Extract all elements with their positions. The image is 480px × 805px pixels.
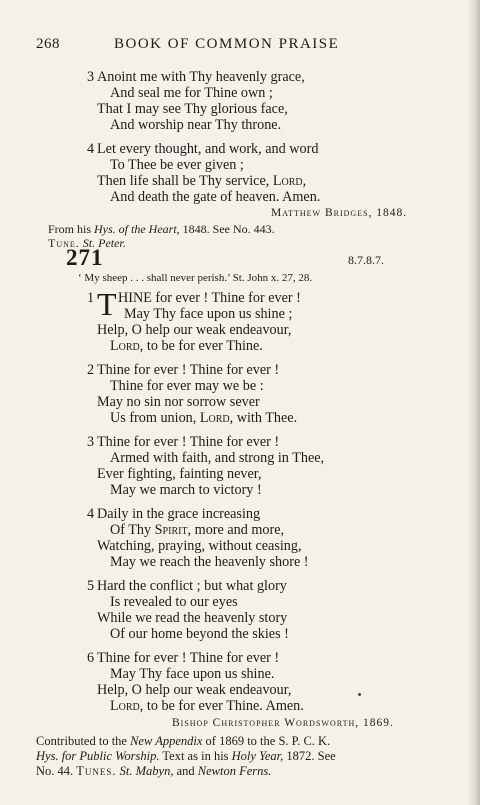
- running-title: BOOK OF COMMON PRAISE: [114, 36, 340, 52]
- verse-line: While we read the heavenly story: [97, 610, 288, 626]
- divine-name: Spirit,: [154, 522, 192, 538]
- verse-line: Ever fighting, fainting never,: [97, 466, 262, 482]
- note-text: 1872. See: [283, 749, 336, 763]
- tune-name: St. Peter.: [82, 236, 126, 250]
- author-attribution: Matthew Bridges, 1848.: [271, 207, 408, 219]
- verse-line: May we reach the heavenly shore !: [110, 554, 309, 570]
- tune-label: Tunes.: [76, 764, 117, 778]
- verse-number: 4: [87, 506, 95, 522]
- note-text: No. 44.: [36, 764, 77, 778]
- verse-line: To Thee be ever given ;: [110, 157, 244, 173]
- verse-line: Is revealed to our eyes: [110, 594, 238, 610]
- verse-line: Armed with faith, and strong in Thee,: [110, 450, 325, 466]
- source-title: Hys. for Public Worship.: [36, 749, 160, 763]
- verse-line: May Thy face upon us shine ;: [124, 306, 293, 322]
- tune-name: St. Mabyn,: [116, 764, 174, 778]
- drop-cap: T: [97, 286, 117, 322]
- note-text: Contributed to the: [36, 734, 131, 748]
- page-edge-shadow: [468, 0, 480, 805]
- divine-name: Lord,: [272, 173, 307, 189]
- verse-line: Of our home beyond the skies !: [110, 626, 289, 642]
- verse-number: 2: [87, 362, 95, 378]
- verse-text: more and more,: [191, 522, 285, 538]
- verse-line: And worship near Thy throne.: [110, 117, 282, 133]
- verse-line: [110, 338, 263, 354]
- verse-line: That I may see Thy glorious face,: [97, 101, 288, 117]
- verse-line: Let every thought, and work, and word: [97, 141, 319, 157]
- print-speck: [358, 693, 361, 696]
- verse-line: And death the gate of heaven. Amen.: [110, 189, 321, 205]
- tune-name: Newton Ferns.: [197, 764, 272, 778]
- note-text: and: [173, 764, 198, 778]
- note-text: From his: [48, 222, 95, 236]
- verse-line: Thine for ever ! Thine for ever !: [97, 650, 280, 666]
- divine-name: Lord,: [110, 338, 144, 354]
- verse-text: to be for ever Thine. Amen.: [143, 698, 304, 714]
- divine-name: Lord,: [199, 410, 234, 426]
- verse-text: Us from union,: [110, 410, 200, 426]
- source-title: Holy Year,: [231, 749, 284, 763]
- verse-text: Then life shall be Thy service,: [97, 173, 273, 189]
- verse-number: 3: [87, 434, 95, 450]
- divine-name: Lord,: [110, 698, 144, 714]
- note-text: of 1869 to the S. P. C. K.: [202, 734, 331, 748]
- source-note: [36, 734, 330, 749]
- verse-line: Daily in the grace increasing: [97, 506, 261, 522]
- verse-line: Thine for ever may we be :: [110, 378, 264, 394]
- verse-line: Hard the conflict ; but what glory: [97, 578, 287, 594]
- source-note: [36, 749, 336, 764]
- verse-line: Anoint me with Thy heavenly grace,: [97, 69, 305, 85]
- verse-line: [110, 410, 297, 426]
- verse-line: Help, O help our weak endeavour,: [97, 682, 292, 698]
- verse-number: 3: [87, 69, 95, 85]
- verse-number: 5: [87, 578, 95, 594]
- page-number: 268: [36, 36, 60, 52]
- tune-label: Tune.: [48, 236, 80, 250]
- note-text: 1848. See No. 443.: [179, 222, 275, 236]
- note-text: Text as in his: [159, 749, 232, 763]
- verse-line: Thine for ever ! Thine for ever !: [97, 362, 280, 378]
- verse-line: [97, 173, 306, 189]
- verse-line: May no sin nor sorrow sever: [97, 394, 260, 410]
- verse-line: [110, 522, 284, 538]
- verse-text: with Thee.: [233, 410, 298, 426]
- verse-text: Of Thy: [110, 522, 155, 538]
- verse-number: 1: [87, 290, 95, 306]
- source-title: New Appendix: [130, 734, 203, 748]
- source-note: [48, 222, 275, 237]
- verse-line: Watching, praying, without ceasing,: [97, 538, 302, 554]
- verse-line: [110, 698, 304, 714]
- verse-line: And seal me for Thine own ;: [110, 85, 273, 101]
- verse-line: May we march to victory !: [110, 482, 262, 498]
- verse-number: 6: [87, 650, 95, 666]
- hymn-number: 271: [66, 245, 104, 270]
- author-attribution: Bishop Christopher Wordsworth, 1869.: [172, 717, 394, 729]
- hymn-meter: 8.7.8.7.: [348, 253, 384, 267]
- verse-line: May Thy face upon us shine.: [110, 666, 275, 682]
- source-title: Hys. of the Heart,: [94, 222, 180, 236]
- verse-line: Thine for ever ! Thine for ever !: [97, 434, 280, 450]
- verse-line: Help, O help our weak endeavour,: [97, 322, 292, 338]
- verse-number: 4: [87, 141, 95, 157]
- scripture-epigraph: ‘ My sheep . . . shall never perish.’ St. John x. 27, 28.: [78, 272, 313, 284]
- verse-line: HINE for ever ! Thine for ever !: [118, 290, 301, 306]
- tune-note: [36, 764, 271, 779]
- verse-text: to be for ever Thine.: [143, 338, 263, 354]
